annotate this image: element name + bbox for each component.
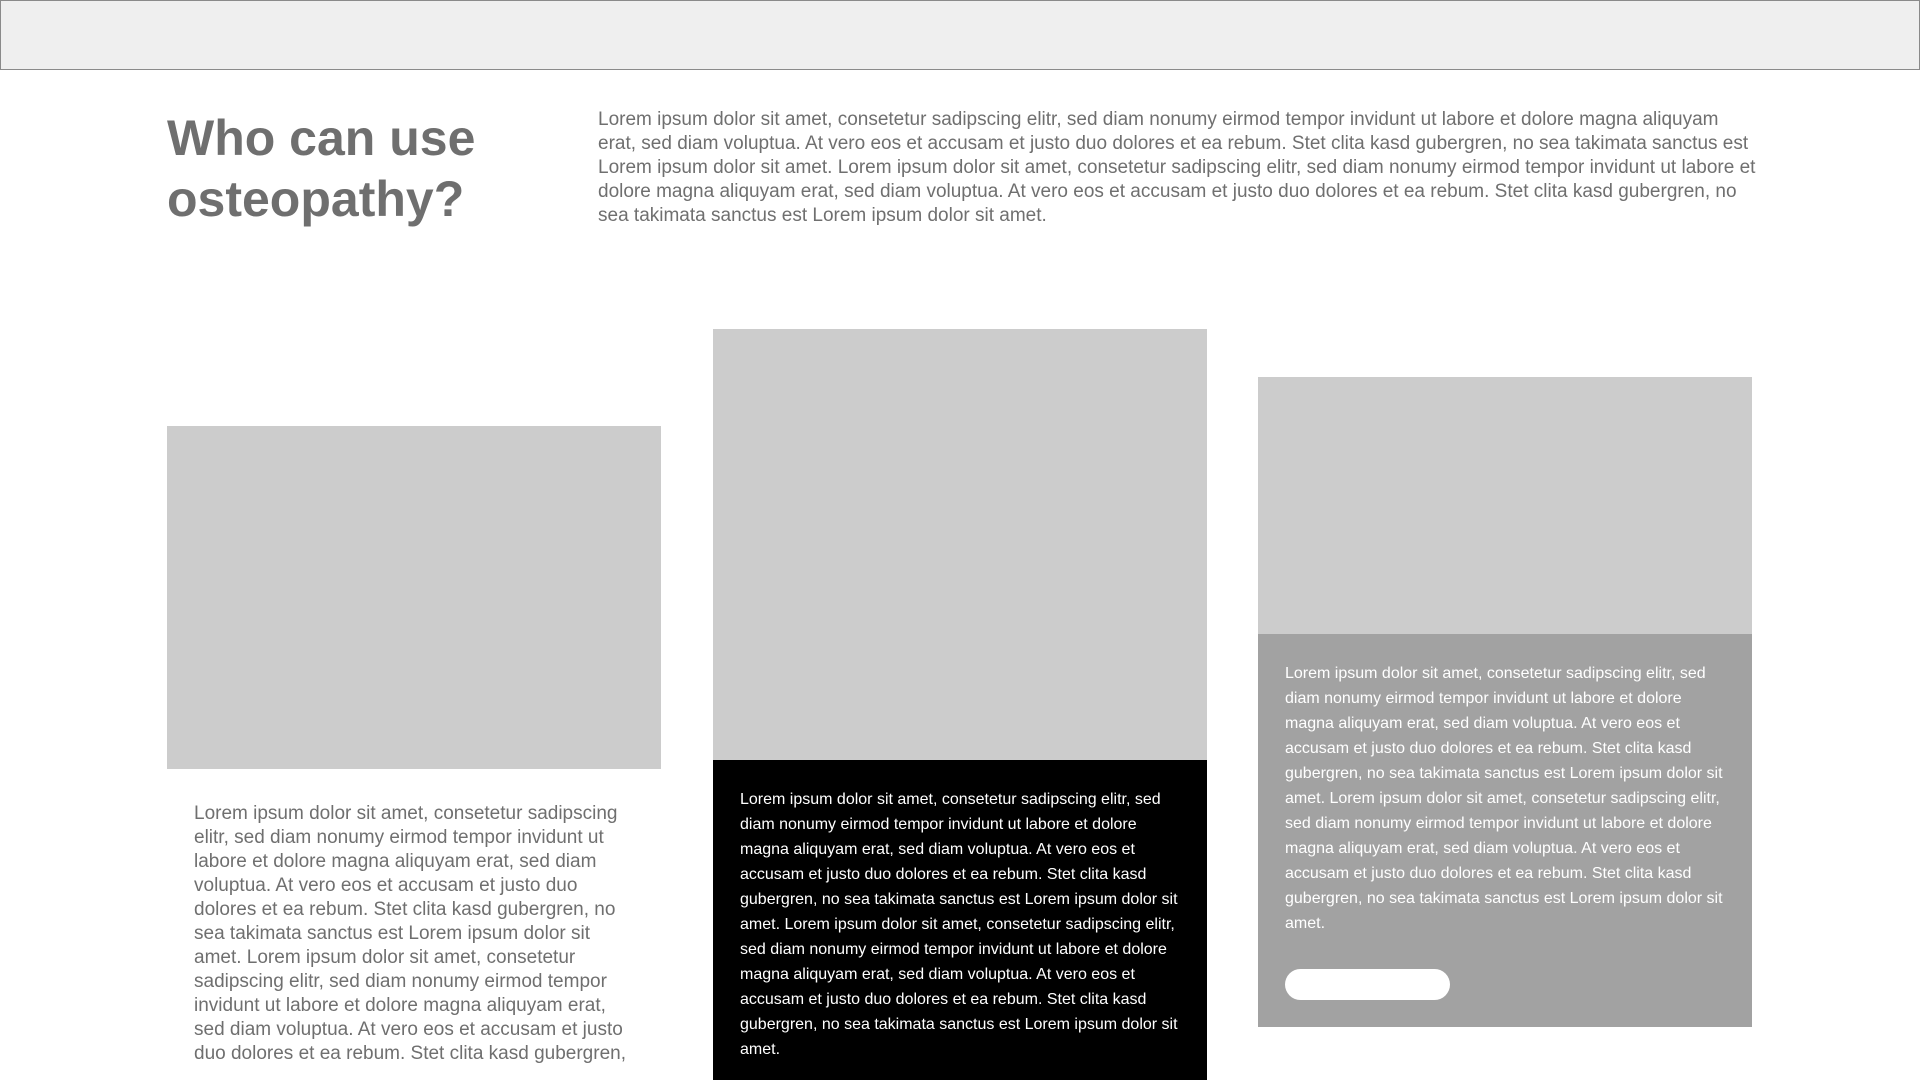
intro-paragraph: Lorem ipsum dolor sit amet, consetetur sadipscing elitr, sed diam nonumy eirmod tempor invidunt ut labore et dolore magna aliquyam erat, sed diam voluptua. At vero eos et accusam et justo duo dolores et ea rebum. Stet clita kasd gubergren, no sea takimata sanctus est Lorem ipsum dolor sit amet. Lorem ipsum dolor sit amet, consetetur sadipscing elitr, sed diam nonumy eirmod tempor invidunt ut labore et dolore magna aliquyam erat, sed diam voluptua. At vero eos et accusam et justo duo dolores et ea rebum. Stet clita kasd gubergren, no sea takimata sanctus est Lorem ipsum dolor sit amet. [598, 109, 1756, 226]
card-3 [1258, 377, 1752, 1027]
card-3-gray-panel [1258, 634, 1752, 1027]
card-3-button[interactable] [1285, 969, 1450, 1000]
card-3-image-placeholder [1258, 377, 1752, 634]
card-1-text: Lorem ipsum dolor sit amet, consetetur sadipscing elitr, sed diam nonumy eirmod tempor invidunt ut labore et dolore magna aliquyam erat, sed diam voluptua. At vero eos et accusam et justo duo dolores et ea rebum. Stet clita kasd gubergren, no sea takimata sanctus est Lorem ipsum dolor sit amet. Lorem ipsum dolor sit amet, consetetur sadipscing elitr, sed diam nonumy eirmod tempor invidunt ut labore et dolore magna aliquyam erat, sed diam voluptua. At vero eos et accusam et justo duo dolores et ea rebum. Stet clita kasd gubergren, [194, 803, 626, 1064]
card-2 [713, 329, 1207, 1080]
header-bar [0, 0, 1920, 70]
card-2-dark-panel [713, 760, 1207, 1080]
card-2-text: Lorem ipsum dolor sit amet, consetetur sadipscing elitr, sed diam nonumy eirmod tempor invidunt ut labore et dolore magna aliquyam erat, sed diam voluptua. At vero eos et accusam et justo duo dolores et ea rebum. Stet clita kasd gubergren, no sea takimata sanctus est Lorem ipsum dolor sit amet. Lorem ipsum dolor sit amet, consetetur sadipscing elitr, sed diam nonumy eirmod tempor invidunt ut labore et dolore magna aliquyam erat, sed diam voluptua. At vero eos et accusam et justo duo dolores et ea rebum. Stet clita kasd gubergren, no sea takimata sanctus est Lorem ipsum dolor sit amet. [740, 791, 1178, 1058]
page-heading: Who can use osteopathy? [167, 110, 476, 227]
card-3-text: Lorem ipsum dolor sit amet, consetetur sadipscing elitr, sed diam nonumy eirmod tempor invidunt ut labore et dolore magna aliquyam erat, sed diam voluptua. At vero eos et accusam et justo duo dolores et ea rebum. Stet clita kasd gubergren, no sea takimata sanctus est Lorem ipsum dolor sit amet. Lorem ipsum dolor sit amet, consetetur sadipscing elitr, sed diam nonumy eirmod tempor invidunt ut labore et dolore magna aliquyam erat, sed diam voluptua. At vero eos et accusam et justo duo dolores et ea rebum. Stet clita kasd gubergren, no sea takimata sanctus est Lorem ipsum dolor sit amet. [1285, 665, 1723, 932]
card-1-image-placeholder [167, 426, 661, 769]
card-1 [167, 426, 661, 1066]
card-2-image-placeholder [713, 329, 1207, 760]
